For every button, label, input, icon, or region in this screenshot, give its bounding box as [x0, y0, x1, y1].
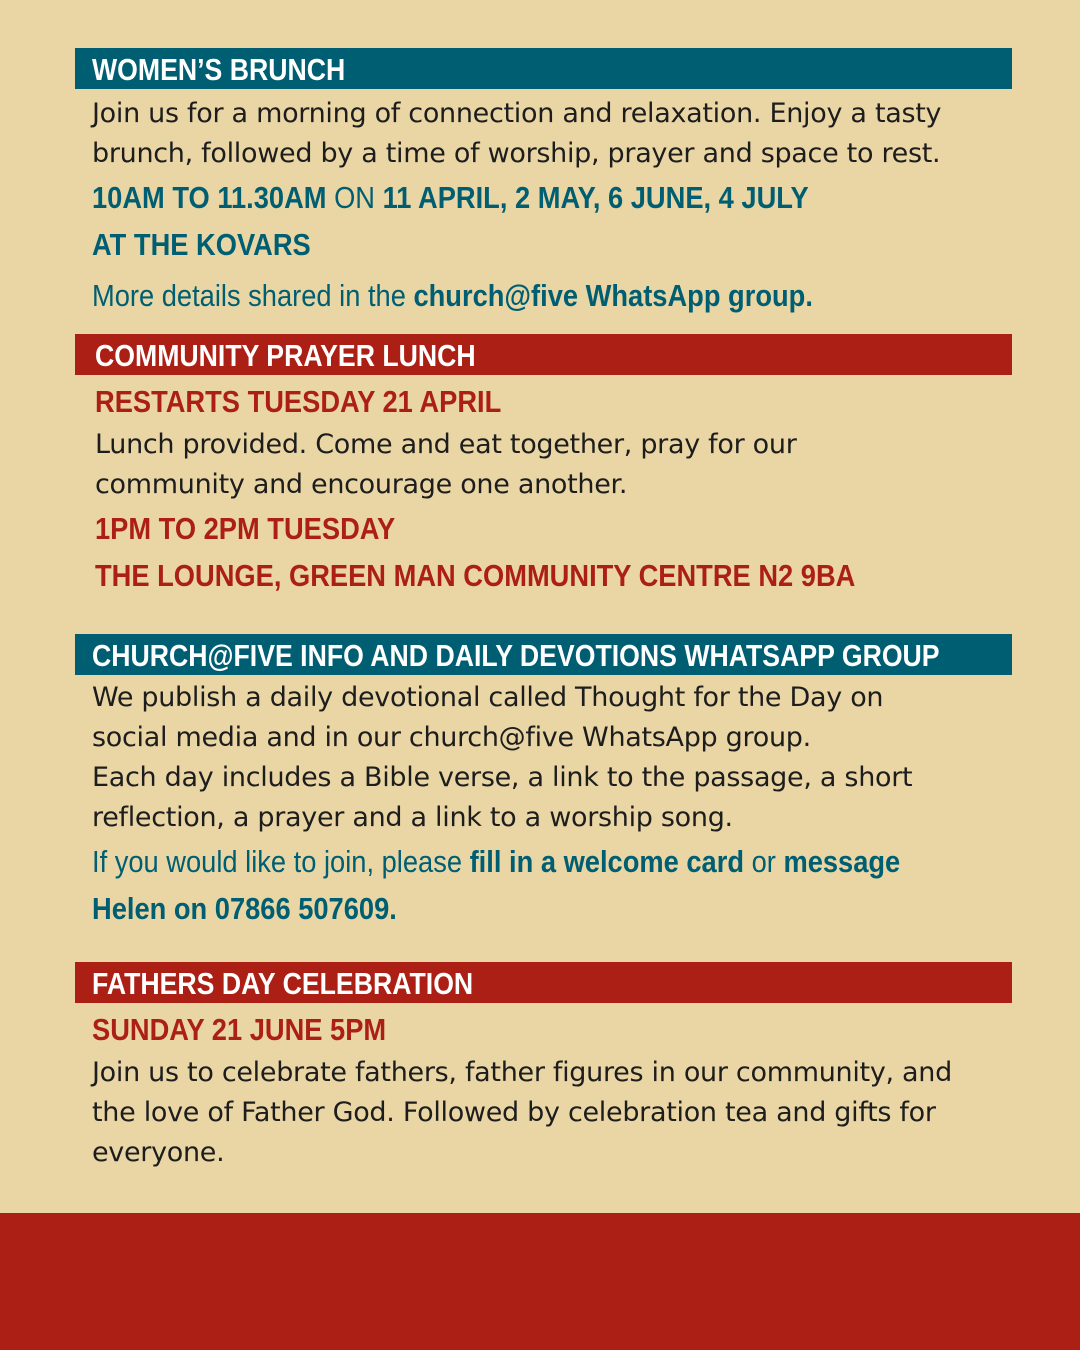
fathers-day-desc-line: everyone. — [92, 1137, 225, 1168]
whatsapp-phone-line — [75, 885, 1012, 932]
whatsapp-section — [75, 634, 1012, 932]
fathers-day-section — [75, 962, 1012, 1173]
whatsapp-phone: Helen on 07866 507609. — [92, 891, 397, 926]
womens-brunch-on: ON — [326, 180, 383, 215]
fathers-day-description — [75, 1053, 1012, 1173]
prayer-lunch-location-text: THE LOUNGE, GREEN MAN COMMUNITY CENTRE N2 9BA — [95, 558, 856, 593]
womens-brunch-section — [75, 48, 1012, 319]
whatsapp-desc-line: social media and in our church@five WhatsApp group. — [92, 722, 811, 753]
womens-brunch-location — [75, 221, 1012, 268]
whatsapp-title: CHURCH@FIVE INFO AND DAILY DEVOTIONS WHATSAPP GROUP — [92, 638, 940, 673]
whatsapp-join-line — [75, 838, 1012, 885]
whatsapp-desc-line: We publish a daily devotional called Thought for the Day on — [92, 682, 884, 713]
fathers-day-title: FATHERS DAY CELEBRATION — [92, 966, 474, 1001]
prayer-lunch-location — [75, 552, 1012, 599]
prayer-lunch-restarts — [75, 378, 1012, 425]
whatsapp-join-prefix: If you would like to join, please — [92, 844, 470, 879]
prayer-lunch-description — [75, 425, 1012, 505]
whatsapp-desc-line: Each day includes a Bible verse, a link to the passage, a short — [92, 762, 913, 793]
prayer-lunch-section — [75, 334, 1012, 599]
welcome-card-link: fill in a welcome card — [469, 844, 745, 879]
prayer-lunch-desc-line: community and encourage one another. — [95, 469, 628, 500]
footer-band — [0, 1213, 1080, 1350]
womens-brunch-title: WOMEN’S BRUNCH — [92, 52, 346, 87]
fathers-day-desc-line: Join us to celebrate fathers, father figures in our community, and — [92, 1057, 952, 1088]
prayer-lunch-header — [75, 334, 1012, 375]
whatsapp-desc-line: reflection, a prayer and a link to a worship song. — [92, 802, 733, 833]
fathers-day-date — [75, 1006, 1012, 1053]
womens-brunch-time-range: 10AM TO 11.30AM — [92, 180, 327, 215]
prayer-lunch-restarts-text: RESTARTS TUESDAY 21 APRIL — [95, 384, 502, 419]
womens-brunch-more-prefix: More details shared in the — [92, 278, 414, 313]
womens-brunch-description — [75, 94, 1012, 174]
prayer-lunch-time — [75, 505, 1012, 552]
womens-brunch-more-details — [75, 272, 1012, 319]
whatsapp-group-link: church@five WhatsApp group. — [413, 278, 813, 313]
whatsapp-join-or: or — [744, 844, 784, 879]
fathers-day-header — [75, 962, 1012, 1003]
message-link: message — [783, 844, 901, 879]
womens-brunch-time — [75, 174, 1012, 221]
womens-brunch-header — [75, 48, 1012, 89]
womens-brunch-location-text: AT THE KOVARS — [92, 227, 311, 262]
prayer-lunch-desc-line: Lunch provided. Come and eat together, pray for our — [95, 429, 797, 460]
whatsapp-description — [75, 678, 1012, 838]
womens-brunch-dates: 11 APRIL, 2 MAY, 6 JUNE, 4 JULY — [382, 180, 809, 215]
fathers-day-date-text: SUNDAY 21 JUNE 5PM — [92, 1012, 387, 1047]
womens-brunch-desc-line: brunch, followed by a time of worship, prayer and space to rest. — [92, 138, 941, 169]
prayer-lunch-title: COMMUNITY PRAYER LUNCH — [95, 338, 476, 373]
whatsapp-header — [75, 634, 1012, 675]
womens-brunch-desc-line: Join us for a morning of connection and relaxation. Enjoy a tasty — [92, 98, 942, 129]
fathers-day-desc-line: the love of Father God. Followed by celebration tea and gifts for — [92, 1097, 936, 1128]
prayer-lunch-time-text: 1PM TO 2PM TUESDAY — [95, 511, 396, 546]
